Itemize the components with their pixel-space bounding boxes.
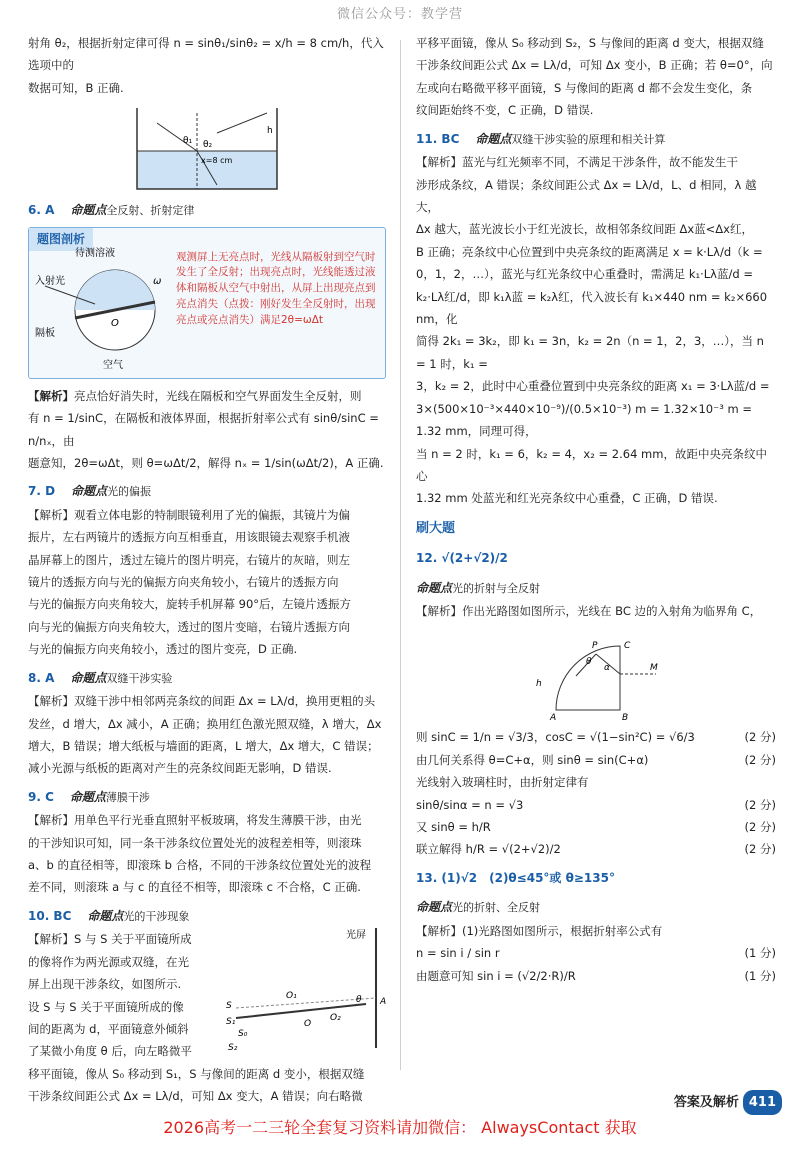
q11-line: 1.32 mm 处蓝光和红光亮条纹中心重叠，C 正确，D 错误. <box>416 491 718 506</box>
step-text: 联立解得 h/R = √(2+√2)/2 <box>416 842 561 857</box>
watermark: 微信公众号：教学营 <box>336 7 463 22</box>
q6-answer: 6. A <box>28 203 55 218</box>
q12-head: 12. √(2+√2)/2 <box>416 551 508 566</box>
label-alpha: α <box>604 663 610 674</box>
q12-steps <box>416 726 776 861</box>
q7-analysis <box>28 504 386 661</box>
q13-step <box>416 965 776 987</box>
label-theta: θ <box>586 657 592 668</box>
mirror-line <box>236 1004 366 1018</box>
q6-tag-text: 全反射、折射定律 <box>106 204 195 218</box>
q10-tag: 命题点 <box>87 908 124 923</box>
q6-analysis-1 <box>28 385 386 407</box>
step-score: (1 分) <box>744 946 776 961</box>
q9-line: a、b 的直径相等，即滚珠 b 合格，不同的干涉条纹位置处光的波程 <box>28 858 372 872</box>
label-x: x=8 cm <box>201 156 233 166</box>
q10-line: 间的距离为 d，平面镜意外倾斜 <box>28 1021 189 1036</box>
q11-line: B 正确；亮条纹中心位置到中央亮条纹的距离满足 x = k·Lλ/d（k = <box>416 244 763 259</box>
label-omega: ω <box>153 275 162 287</box>
label-O1: O₁ <box>286 991 297 1002</box>
q11-line: 涉形成条纹，A 错误；条纹间距公式 Δx = Lλ/d，L、d 相同，λ 越大， <box>416 177 757 214</box>
analysis-diagram <box>35 246 175 376</box>
label-O: O <box>111 317 119 329</box>
analysis-note: 观测屏上无亮点时，光线从隔板射到空气时发生了全反射；出现亮点时，光线能透过液体和隔板从空气中射出，从屏上出现亮点到亮点消失（点拨：刚好发生全反射时，出现亮点或亮点消失）满足2θ=ωΔt <box>176 250 376 326</box>
q11-line: k₂·Lλ红/d，即 k₁λ蓝 = k₂λ红，代入波长有 k₁×440 nm = k₂×660 nm，化 <box>416 289 768 327</box>
glass-outline <box>556 646 620 710</box>
q7-line: 与光的偏振方向夹角较大，旋转手机屏幕 90°后，左镜片透振方 <box>28 597 352 612</box>
q8-line: 增大，B 错误；增大纸板与墙面的距离，L 增大，Δx 增大，C 错误； <box>28 738 379 753</box>
q10-analysis-cont <box>416 32 776 122</box>
footer-tag-text: 答案及解析 <box>673 1095 739 1110</box>
q11-tag-text: 双缝干涉实验的原理和相关计算 <box>511 132 666 146</box>
label-O2: O₂ <box>330 1013 341 1024</box>
ray-line <box>236 998 376 1008</box>
q10-line: 了某微小角度 θ 后，向左略微平 <box>28 1044 192 1059</box>
label-liquid: 待测溶液 <box>75 247 115 259</box>
q11-line: 3，k₂ = 2，此时中心重叠位置到中央亮条纹的距离 x₁ = 3·Lλ蓝/d = <box>416 379 770 394</box>
step-text: 由题意可知 sin i = (√2/2·R)/R <box>416 968 576 983</box>
q8-line: 发丝，d 增大，Δx 减小，A 正确；换用红色激光照双缝，λ 增大，Δx <box>28 716 382 731</box>
q13-steps <box>416 942 776 987</box>
q7-line: 镜片的透振方向与光的偏振方向夹角较小，右镜片的透振方向 <box>28 575 339 589</box>
label-S1: S₁ <box>226 1017 236 1028</box>
step-text: 又 sinθ = h/R <box>416 820 491 835</box>
q7-head <box>28 480 386 503</box>
q5-text-1: 射角 θ₂，根据折射定律可得 n = sinθ₁/sinθ₂ = x/h = 8 cm/h，代入选项中的 <box>28 36 384 73</box>
q10-line: 移平面镜，像从 S₀ 移动到 S₁，S 与像间的距离 d 变小，根据双缝 <box>28 1066 365 1081</box>
step-score: (2 分) <box>744 820 776 835</box>
label-h: h <box>267 126 273 137</box>
q10-line: 屏上出现干涉条纹，如图所示. <box>28 977 182 992</box>
step-text: 则 sinC = 1/n = √3/3，cosC = √(1−sin²C) = √6/3 <box>416 730 695 745</box>
q8-tag: 命题点 <box>70 670 107 685</box>
label-incident: 入射光 <box>35 275 65 287</box>
label-S: S <box>226 1001 232 1012</box>
label-S0: S₀ <box>238 1029 248 1040</box>
q10-line: 【解析】S 与 S 关于平面镜所成 <box>28 932 192 947</box>
q10-line: 的像将作为两光源或双缝，在光 <box>28 954 189 969</box>
q12-step <box>416 749 776 771</box>
q10-cont-line: 干涉条纹间距公式 Δx = Lλ/d，可知 Δx 变小，B 正确；若 θ=0°，向 <box>416 58 773 73</box>
q7-answer: 7. D <box>28 484 56 499</box>
q8-line: 【解析】双缝干涉中相邻两亮条纹的间距 Δx = Lλ/d，换用更粗的头 <box>28 694 376 709</box>
q10-cont-line: 左或向右略微平移平面镜，S 与像间的距离 d 都不会发生变化，条 <box>416 80 753 95</box>
q8-analysis <box>28 690 386 780</box>
q11-answer: 11. BC <box>416 131 460 146</box>
step-score: (1 分) <box>744 968 776 983</box>
q7-line: 与光的偏振方向夹角较小，透过的图片变亮，D 正确. <box>28 642 298 657</box>
label-theta1: θ₁ <box>183 136 193 147</box>
figure-refraction <box>117 103 297 193</box>
step-text: n = sin i / sin r <box>416 946 500 961</box>
section-title: 刷大题 <box>416 520 456 536</box>
q7-line: 振片，左右两镜片的透振方向互相垂直，用该眼镜去观察手机液 <box>28 530 350 545</box>
label-screen: 光屏 <box>346 930 366 942</box>
footer-promo: 2026高考一二三轮全套复习资料请加微信： AlwaysContact 获取 <box>163 1118 637 1137</box>
q10-line: 干涉条纹间距公式 Δx = Lλ/d，可知 Δx 变大，A 错误；向右略微 <box>28 1089 363 1104</box>
q10-tag-text: 光的干涉现象 <box>123 909 190 923</box>
q7-line: 【解析】观看立体电影的特制眼镜利用了光的偏振，其镜片为偏 <box>28 507 350 522</box>
column-divider <box>400 40 401 1070</box>
q8-head <box>28 667 386 690</box>
step-score: (2 分) <box>744 752 776 767</box>
label-plate: 隔板 <box>35 327 55 339</box>
q7-tag-text: 光的偏振 <box>107 485 152 499</box>
q9-line: 的干涉知识可知，同一条干涉条纹位置处光的波程差相等，则滚珠 <box>28 835 362 850</box>
analysis-box <box>28 227 386 379</box>
q6-analysis-3: 题意知，2θ=ωΔt，则 θ=ωΔt/2，解得 nₓ = 1/sin(ωΔt/2)，A 正确. <box>28 455 384 470</box>
label-h: h <box>536 679 542 690</box>
right-column <box>416 32 776 987</box>
q11-analysis <box>416 151 776 510</box>
q10-cont-line: 平移平面镜，像从 S₀ 移动到 S₂，S 与像间的距离 d 变大，根据双缝 <box>416 36 764 50</box>
q12-step <box>416 838 776 860</box>
q8-answer: 8. A <box>28 670 55 685</box>
q10-answer: 10. BC <box>28 908 72 923</box>
label-theta: θ <box>356 995 362 1006</box>
q7-line: 向与光的偏振方向夹角较大，透过的图片变暗，右镜片透振方向 <box>28 619 350 634</box>
analysis-label: 【解析】 <box>28 388 74 403</box>
step-score: (2 分) <box>744 842 776 857</box>
q12-step <box>416 816 776 838</box>
label-C: C <box>624 641 631 652</box>
step-text: 由几何关系得 θ=C+α，则 sinθ = sin(C+α) <box>416 752 649 767</box>
label-air: 空气 <box>103 359 123 371</box>
step-text: sinθ/sinα = n = √3 <box>416 797 524 812</box>
q9-head <box>28 786 386 809</box>
q13-tag-text: 光的折射、全反射 <box>452 901 541 915</box>
q13-analysis: 【解析】(1)光路图如图所示，根据折射率公式有 <box>416 923 663 938</box>
q12-tag-text: 光的折射与全反射 <box>452 581 541 595</box>
q6-head <box>28 199 386 222</box>
q11-line: 3×(500×10⁻³×440×10⁻⁹)/(0.5×10⁻³) m = 1.32×10⁻³ m = 1.32 mm，同理可得， <box>416 401 752 439</box>
q12-tag: 命题点 <box>416 580 453 595</box>
q11-line: 【解析】蓝光与红光频率不同，不满足干涉条件，故不能发生干 <box>416 155 738 170</box>
label-M: M <box>650 663 658 674</box>
refraction-diagram <box>117 103 297 193</box>
q9-answer: 9. C <box>28 789 54 804</box>
analysis-box-title: 题图剖析 <box>29 228 93 251</box>
q7-tag: 命题点 <box>71 484 108 499</box>
q12-tag-line <box>416 577 776 600</box>
q9-line: 差不同，则滚珠 a 与 c 的直径不相等，即滚珠 c 不合格，C 正确. <box>28 880 361 895</box>
q11-line: 简得 2k₁ = 3k₂，即 k₁ = 3n，k₂ = 2n（n = 1，2，3，…），当 n = 1 时，k₁ = <box>416 334 764 371</box>
left-column <box>28 32 386 1108</box>
reflected-ray <box>217 113 267 133</box>
step-score: (2 分) <box>744 797 776 812</box>
q11-line: Δx 越大，蓝光波长小于红光波长，故相邻条纹间距 Δx蓝<Δx红， <box>416 222 753 237</box>
q13-tag-line <box>416 896 776 919</box>
step-text: 光线射入玻璃柱时，由折射定律有 <box>416 775 589 790</box>
q13-step <box>416 942 776 964</box>
q13-head: 13. (1)√2 (2)θ≤45°或 θ≥135° <box>416 870 615 885</box>
q13-tag: 命题点 <box>416 900 453 915</box>
q9-tag-text: 薄膜干涉 <box>105 790 150 804</box>
q11-line: 当 n = 2 时，k₁ = 6，k₂ = 4，x₂ = 2.64 mm，故距中央亮条纹中心 <box>416 446 767 483</box>
step-score: (2 分) <box>744 730 776 745</box>
figure-quarter-circle <box>526 626 666 722</box>
label-B: B <box>622 713 629 723</box>
label-theta2: θ₂ <box>203 140 213 151</box>
q12-step <box>416 771 776 793</box>
q11-tag: 命题点 <box>475 131 512 146</box>
q10-cont-line: 纹间距始终不变，C 正确，D 错误. <box>416 103 594 118</box>
q5-text-2: 数据可知，B 正确. <box>28 80 124 95</box>
q6-tag: 命题点 <box>70 203 107 218</box>
q7-line: 晶屏幕上的图片，透过左镜片的图片明亮，右镜片的灰暗，则左 <box>28 552 350 567</box>
q9-line: 【解析】用单色平行光垂直照射平板玻璃，将发生薄膜干涉，由光 <box>28 813 362 828</box>
page-number: 411 <box>743 1090 782 1115</box>
label-O: O <box>304 1019 312 1030</box>
q8-line: 减小光源与纸板的距离对产生的亮条纹间距无影响，D 错误. <box>28 761 332 776</box>
label-S2: S₂ <box>228 1043 238 1054</box>
label-A: A <box>380 997 386 1008</box>
q12-step <box>416 726 776 748</box>
q10-block <box>28 928 386 1107</box>
label-A: A <box>550 713 557 723</box>
q10-line: 设 S 与 S 关于平面镜所成的像 <box>28 999 184 1014</box>
mirror-diagram <box>226 928 386 1058</box>
label-P: P <box>592 641 598 652</box>
q12-step <box>416 794 776 816</box>
q11-head <box>416 128 776 151</box>
q9-analysis <box>28 809 386 899</box>
q10-head <box>28 905 386 928</box>
q6-analysis-2: 有 n = 1/sinC，在隔板和液体界面，根据折射率公式有 sinθ/sinC = n/nₓ，由 <box>28 411 379 448</box>
q9-tag: 命题点 <box>69 789 106 804</box>
q12-analysis: 【解析】作出光路图如图所示，光线在 BC 边的入射角为临界角 C， <box>416 603 762 618</box>
q6-analysis-text-1: 亮点恰好消失时，光线在隔板和空气界面发生全反射，则 <box>74 388 362 403</box>
q8-tag-text: 双缝干涉实验 <box>106 671 173 685</box>
quarter-circle-diagram <box>526 626 666 722</box>
q11-line: 0，1，2，…），蓝光与红光条纹中心重叠时，需满足 k₁·Lλ蓝/d = <box>416 267 753 282</box>
